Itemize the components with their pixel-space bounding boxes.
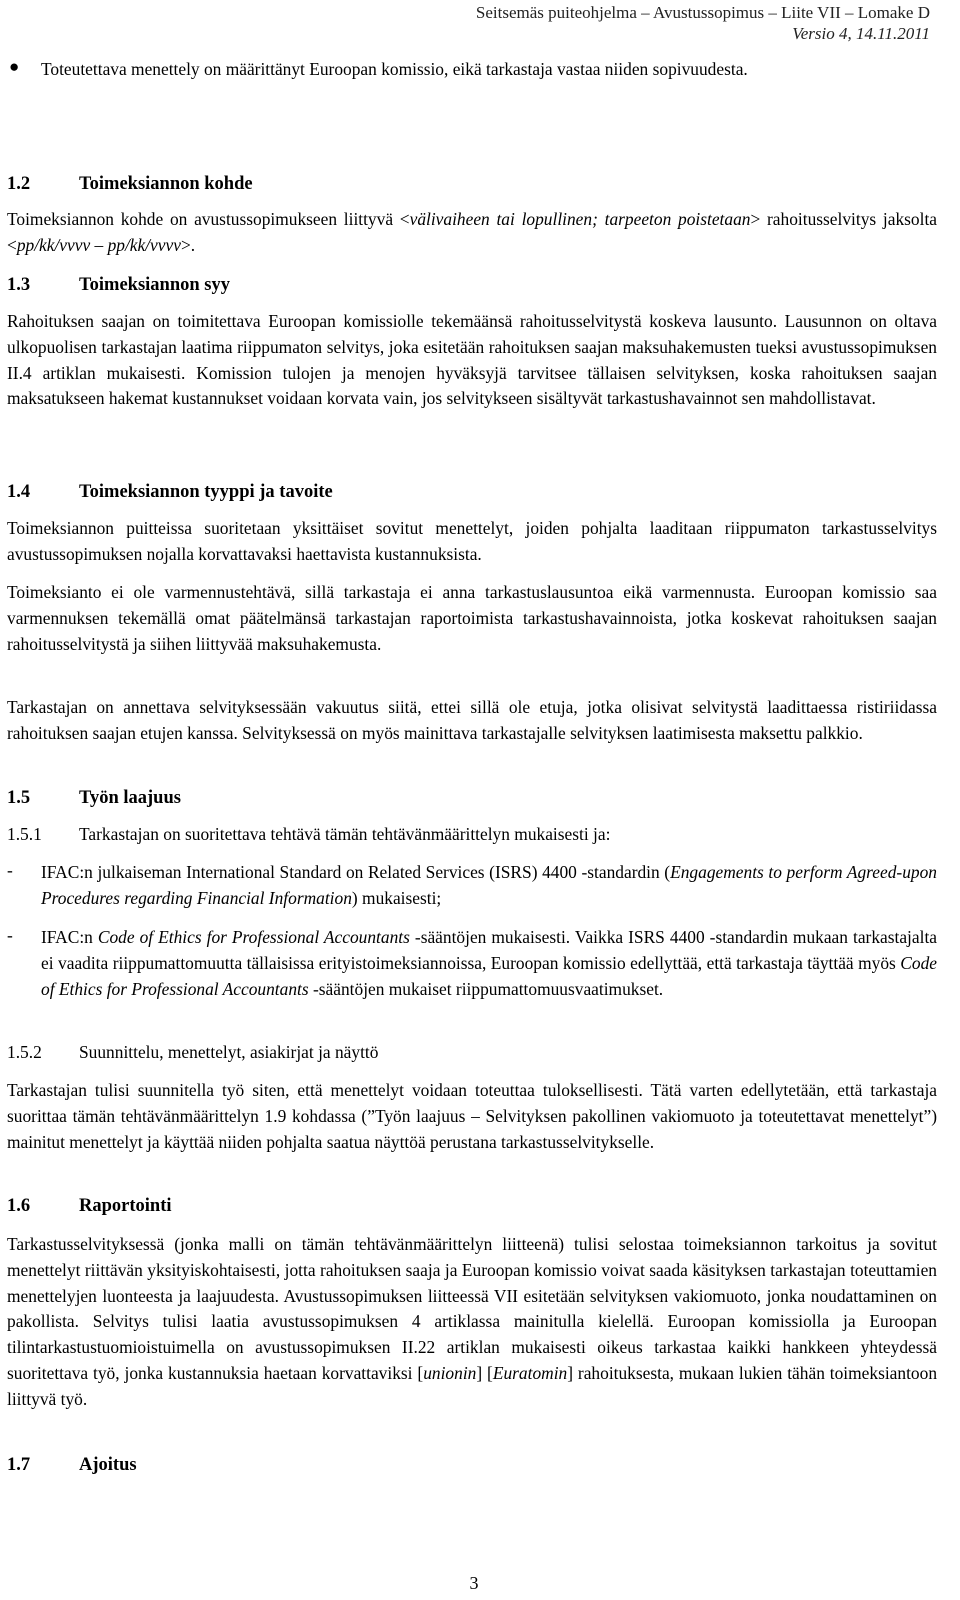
bullet-text: Toteutettava menettely on määrittänyt Euroopan komissio, eikä tarkastaja vastaa niiden sopivuudesta. — [41, 59, 748, 79]
subsection-1-5-2: 1.5.2 Suunnittelu, menettelyt, asiakirjat ja näyttö — [7, 1042, 379, 1062]
section-1-6-body: Tarkastusselvityksessä (jonka malli on tämän tehtävänmäärittelyn liitteenä) tulisi selostaa toimeksiannon tarkoitus ja sovitut menettelyt riittävän yksityiskohtaisesti, jotta rahoituksen saaja ja Euroopan komissio voivat saada käsityksen tarkastajan toteuttamien menettelyjen luonteesta ja laajuudesta. Avustussopimuksen liitteessä VII esitetään selvityksen vakiomuoto, jonka noudattaminen on pakollista. Selvitys tulisi laatia avustussopimuksen 4 artiklassa mainitulla kielellä. Euroopan komissiolla ja Euroopan tilintarkastustuomioistuimella on avustussopimuksen II.22 artiklan mukaisesti oikeus tarkastaa kaikki hankkeen yhteydessä suoritettava työ, jonka kustannuksia haetaan korvattaviksi [unionin] [Euratomin] rahoituksesta, mukaan lukien tähän toimeksiantoon liittyvä työ. — [7, 1234, 938, 1409]
section-1-3-body: Rahoituksen saajan on toimitettava Euroopan komissiolle tekemäänsä rahoitusselvitystä koskeva lausunto. Lausunnon on oltava ulkopuolisen tarkastajan laatima riippumaton selvitys, joka esitetään rahoituksen saajan maksuhakemusten tueksi avustussopimuksen II.4 artiklan mukaisesti. Komission tulojen ja menojen hyväksyjä tarvitsee tällaisen selvityksen, koska rahoituksen saajan maksatukseen hakemat kustannukset voidaan korvata vain, jos selvitykseen sisältyvät tarkastushavainnot sen mahdollistavat. — [7, 311, 937, 409]
dash-item: - IFAC:n Code of Ethics for Professional Accountants -sääntöjen mukaisesti. Vaikka ISRS 4400 -standardin mukaan tarkastajalta ei vaadita riippumattomuutta tällaisissa erityistoimeksiannoissa, Euroopan komissio edellyttää, että tarkastaja täyttää myös Code of Ethics for Professional Accountants -sääntöjen mukaiset riippumattomuusvaatimukset. — [7, 925, 937, 999]
dash-item: - IFAC:n julkaiseman International Standard on Related Services (ISRS) 4400 -standardin (Engagements to perform Agreed-upon Procedures regarding Financial Information) mukaisesti; — [7, 860, 937, 908]
bullet-item — [7, 57, 937, 83]
section-heading-1-5: 1.5 Työn laajuus — [7, 788, 181, 808]
subsection-1-5-2-body: Tarkastajan tulisi suunnitella työ siten, että menettelyt voidaan toteuttaa tuloksellisesti. Tätä varten edellytetään, että tarkastaja suorittaa tämän tehtävänmäärittelyn 1.9 kohdassa (”Työn laajuus – Selvityksen pakollinen vakiomuoto ja toteutettavat menettelyt”) mainitut menettelyt ja käyttää niiden pohjalta saatua näyttöä perustana tarkastusselvitykselle. — [7, 1080, 937, 1152]
header-version: Versio 4, 14.11.2011 — [792, 24, 930, 43]
subsection-1-5-1: 1.5.1 Tarkastajan on suoritettava tehtävä tämän tehtävänmäärittelyn mukaisesti ja: — [7, 824, 611, 844]
section-heading-1-6: 1.6 Raportointi — [7, 1196, 172, 1216]
section-heading-1-7: 1.7 Ajoitus — [7, 1455, 137, 1475]
section-1-4-paragraph-2: Toimeksianto ei ole varmennustehtävä, sillä tarkastaja ei anna tarkastuslausuntoa eikä varmennusta. Euroopan komissio saa varmennuksen tekemällä omat päätelmänsä tarkastajan raportoimista tarkastushavainnoista, jotka koskevat rahoituksen saajan rahoitusselvitystä ja siihen liittyvää maksuhakemusta. — [7, 582, 937, 654]
bullet-dot-icon: ● — [9, 57, 20, 76]
section-heading-1-3: 1.3 Toimeksiannon syy — [7, 275, 230, 295]
section-1-4-paragraph-1: Toimeksiannon puitteissa suoritetaan yksittäiset sovitut menettelyt, joiden pohjalta laaditaan riippumaton tarkastusselvitys avustussopimuksen nojalla korvattavaksi haettavista kustannuksista. — [7, 518, 937, 564]
section-heading-1-2: 1.2 Toimeksiannon kohde — [7, 174, 253, 194]
section-heading-1-4: 1.4 Toimeksiannon tyyppi ja tavoite — [7, 482, 333, 502]
page-header — [476, 2, 930, 44]
section-1-2-body: Toimeksiannon kohde on avustussopimukseen liittyvä <välivaiheen tai lopullinen; tarpeeton poistetaan> rahoitusselvitys jaksolta <pp/kk/vvvv – pp/kk/vvvv>. — [7, 209, 937, 255]
page-number: 3 — [469, 1573, 479, 1593]
header-title: Seitsemäs puiteohjelma – Avustussopimus – Liite VII – Lomake D — [475, 3, 930, 22]
section-1-4-paragraph-3: Tarkastajan on annettava selvityksessään vakuutus siitä, ettei sillä ole etuja, jotka olisivat selvitystä laadittaessa ristiriidassa rahoituksen saajan etujen kanssa. Selvityksessä on myös mainittava tarkastajalle selvityksen laatimisesta maksettu palkkio. — [7, 697, 937, 743]
